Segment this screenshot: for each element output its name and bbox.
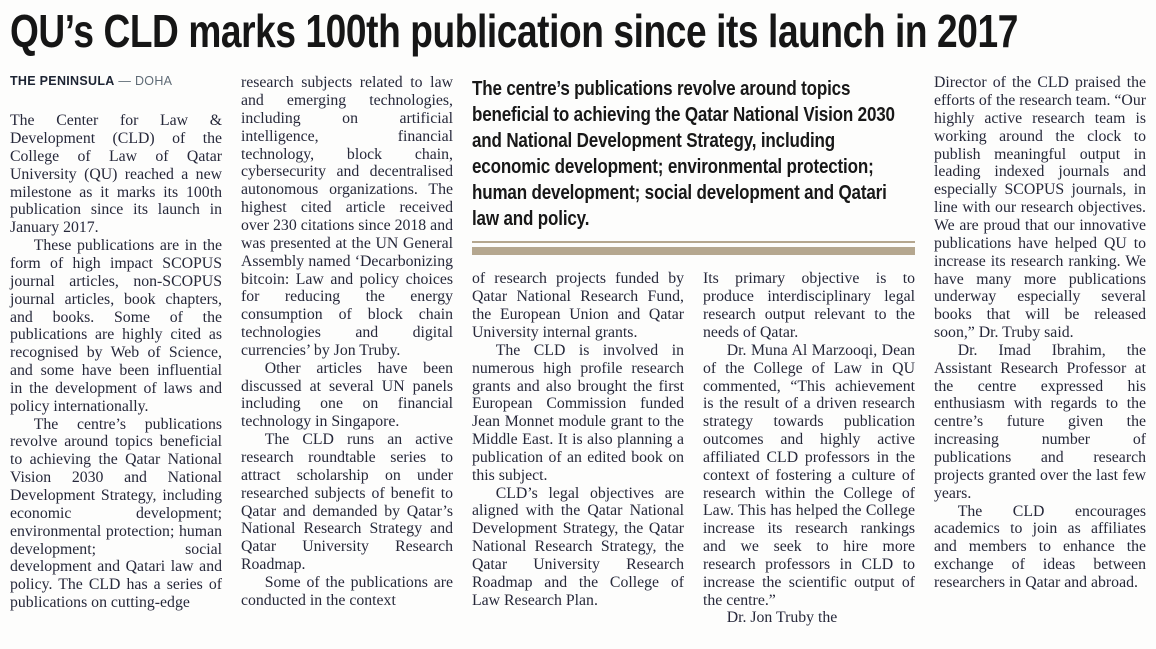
byline-separator: — [118,74,132,89]
byline-location: DOHA [134,74,173,89]
column-2 [241,74,453,609]
paragraph: Dr. Muna Al Marzooqi, Dean of the College of Law in QU commented, “This achievement is the result of a driven research strategy towards publication outcomes and highly active affiliated CLD professors in the context of fostering a culture of research within the College of Law. This has helped the College increase its research rankings and we seek to hire more research professors in CLD to increase the scientific output of the centre.” [703,341,915,609]
column-5-text [934,74,1146,591]
paragraph: The CLD is involved in numerous high profile research grants and also brought the first European Commission funded Jean Monnet module grant to the Middle East. It is also planning a publication of an edited book on this subject. [472,341,684,484]
column-1 [10,74,222,612]
divider-thin-rule [472,241,915,243]
paragraph: Director of the CLD praised the efforts of the research team. “Our highly active research team is working around the clock to publish meaningful output in leading indexed journals and especially SCOPUS journals, in line with our research objectives. We are proud that our innovative publications have helped QU to increase its research ranking. We have many more publications underway especially several books that will be released soon,” Dr. Truby said. [934,74,1146,342]
middle-section [472,74,915,627]
column-1-text [10,112,222,612]
paragraph: The CLD runs an active research roundtable series to attract scholarship on under researched subjects of benefit to Qatar and demanded by Qatar’s National Research Strategy and Qatar University Research Roadmap. [241,431,453,574]
article-body [10,74,1146,627]
column-5 [934,74,1146,591]
paragraph: The CLD encourages academics to join as affiliates and members to enhance the exchange of ideas between researchers in Qatar and abroad. [934,502,1146,591]
paragraph: Dr. Imad Ibrahim, the Assistant Research Professor at the centre expressed his enthusiasm with regards to the centre’s future given the increasing number of publications and research projects granted over the last few years. [934,341,1146,502]
divider-thick-rule [472,247,915,255]
paragraph: Other articles have been discussed at several UN panels including one on financial technology in Singapore. [241,359,453,431]
paragraph: Dr. Jon Truby the [726,609,838,627]
paragraph: The centre’s publications revolve around topics beneficial to achieving the Qatar National Vision 2030 and National Development Strategy, including economic development; environmental protection; human development; social development and Qatari law and policy. The CLD has a series of publications on cutting-edge [10,415,222,612]
byline [10,74,222,88]
pull-quote: The centre’s publications revolve around topics beneficial to achieving the Qatar National Vision 2030 and National Development Strategy, including economic development; environmental protection; human development; social development and Qatari law and policy. [472,77,895,231]
paragraph: The Center for Law & Development (CLD) of the College of Law of Qatar University (QU) reached a new milestone as it marks its 100th publication since its launch in January 2017. [10,112,222,237]
paragraph: Its primary objective is to produce interdisciplinary legal research output relevant to the needs of Qatar. [703,270,915,341]
paragraph: research subjects related to law and emerging technologies, including on artificial intelligence, financial technology, block chain, cybersecurity and decentralised autonomous organizations. The highest cited article received over 230 citations since 2018 and was presented at the UN General Assembly named ‘Decarbonizing bitcoin: Law and policy choices for reducing the energy consumption of block chain technologies and digital currencies’ by Jon Truby. [241,74,453,359]
byline-source: THE PENINSULA [10,74,115,89]
column-4-text [703,270,915,627]
article-headline: QU’s CLD marks 100th publication since its launch in 2017 [10,5,1018,57]
paragraph: These publications are in the form of high impact SCOPUS journal articles, non-SCOPUS journal articles, book chapters, and books. Some of the publications are highly cited as recognised by Web of Science, and some have been influential in the development of laws and policy internationally. [10,237,222,415]
paragraph: CLD’s legal objectives are aligned with the Qatar National Development Strategy, the Qatar National Research Strategy, the Qatar University Research Roadmap and the College of Law Research Plan. [472,484,684,609]
paragraph: of research projects funded by Qatar National Research Fund, the European Union and Qatar University internal grants. [472,270,684,341]
column-2-text [241,74,453,609]
column-3-text [472,270,684,609]
pull-quote-divider [472,241,915,255]
paragraph: Some of the publications are conducted in the context [241,573,453,609]
middle-columns [472,270,915,627]
